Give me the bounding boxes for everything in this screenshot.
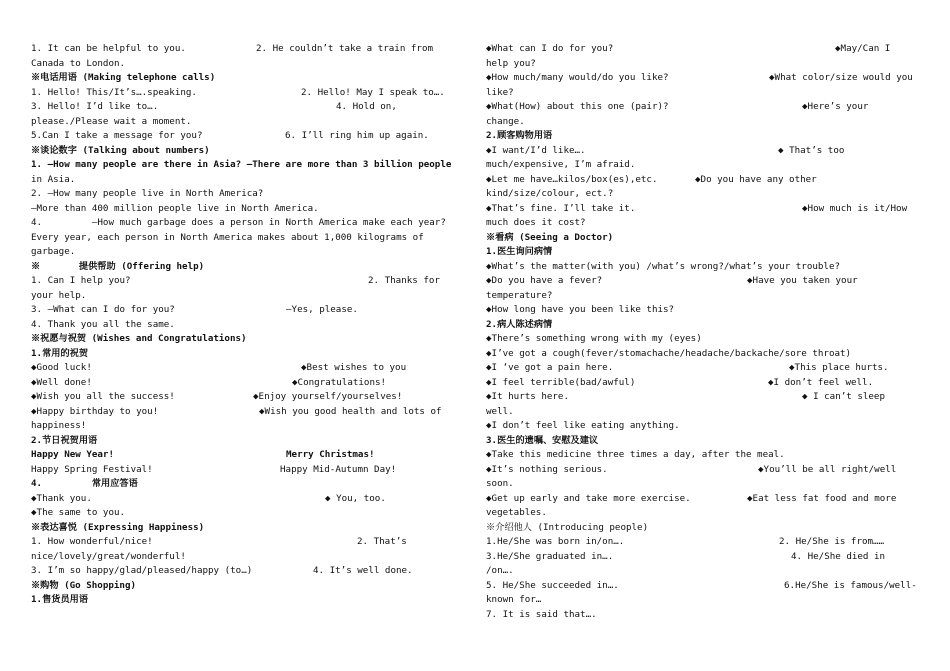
text-line	[486, 405, 918, 420]
text-line	[486, 57, 918, 72]
line-text-right: 2. That’s	[357, 536, 407, 547]
line-text: ◆Take this medicine three times a day, after the meal.	[486, 449, 785, 460]
line-text: help you?	[486, 57, 536, 69]
text-line	[486, 303, 918, 318]
line-text-right: 4. He/She died in	[791, 550, 886, 562]
text-line	[486, 463, 918, 478]
text-line	[486, 42, 918, 57]
line-text-right: ◆May/Can I	[835, 43, 891, 54]
text-line	[486, 492, 918, 507]
line-text: /on….	[486, 565, 514, 576]
line-text: ◆What(How) about this one (pair)?	[486, 101, 669, 112]
line-text: much does it cost?	[486, 217, 586, 228]
text-line	[31, 318, 463, 333]
line-text: ◆Get up early and take more exercise.	[486, 492, 691, 504]
text-line	[486, 71, 918, 86]
text-line	[486, 593, 918, 608]
line-text-right: ◆What color/size would you	[769, 72, 913, 83]
line-text-right: Happy Mid-Autumn Day!	[280, 463, 397, 475]
text-line	[31, 579, 463, 594]
line-text: 1. Can I help you?	[31, 275, 131, 286]
line-text: garbage.	[31, 246, 76, 257]
right-column	[486, 42, 918, 622]
line-text: Happy Spring Festival!	[31, 463, 153, 475]
text-line	[486, 144, 918, 159]
text-line	[486, 579, 918, 594]
text-line	[31, 564, 463, 579]
line-text: ◆Well done!	[31, 376, 92, 388]
line-text: ※购物 (Go Shopping)	[31, 579, 137, 591]
text-line	[31, 550, 463, 565]
line-text: ◆I feel terrible(bad/awful)	[486, 376, 636, 388]
text-line	[31, 202, 463, 217]
line-text: ◆It’s nothing serious.	[486, 463, 608, 475]
text-line	[31, 173, 463, 188]
line-text: 1. How wonderful/nice!	[31, 536, 153, 547]
line-text: ※介绍他人 (Introducing people)	[486, 521, 649, 533]
line-text: 3.He/She graduated in….	[486, 550, 614, 562]
text-line	[486, 173, 918, 188]
line-text: much/expensive, I’m afraid.	[486, 159, 636, 170]
line-text: 3. —What can I do for you?	[31, 304, 175, 315]
text-line	[486, 216, 918, 231]
text-line	[31, 361, 463, 376]
text-line	[486, 448, 918, 463]
line-text: 4. Thank you all the same.	[31, 318, 175, 330]
text-line	[486, 550, 918, 565]
line-text: kind/size/colour, ect.?	[486, 188, 614, 199]
text-line	[486, 318, 918, 333]
text-line	[486, 434, 918, 449]
text-line	[486, 564, 918, 579]
line-text: ◆What’s the matter(with you) /what’s wrong?/what’s your trouble?	[486, 260, 841, 272]
text-line	[31, 593, 463, 608]
text-line	[486, 535, 918, 550]
text-line	[486, 100, 918, 115]
text-line	[486, 361, 918, 376]
line-text: 5. He/She succeeded in….	[486, 579, 619, 591]
line-text: ◆Wish you all the success!	[31, 391, 175, 402]
text-line	[31, 187, 463, 202]
text-line	[31, 477, 463, 492]
line-text: ◆Good luck!	[31, 362, 92, 373]
line-text: nice/lovely/great/wonderful!	[31, 550, 186, 562]
text-line	[486, 608, 918, 623]
line-text-right: ◆Best wishes to you	[301, 362, 407, 373]
line-text: vegetables.	[486, 507, 547, 518]
text-line	[31, 144, 463, 159]
line-text: 2.节日祝贺用语	[31, 434, 98, 446]
line-text: 2.顾客购物用语	[486, 130, 553, 141]
line-text: ※看病 (Seeing a Doctor)	[486, 231, 614, 243]
line-text: ◆Let me have…kilos/box(es),etc.	[486, 173, 658, 185]
line-text: ◆I don’t feel like eating anything.	[486, 420, 680, 431]
line-text-right: 6.He/She is famous/well-	[784, 579, 917, 591]
line-text-right: ◆How much is it/How	[802, 202, 908, 214]
text-line	[31, 506, 463, 521]
text-line	[31, 129, 463, 144]
text-line	[31, 347, 463, 362]
line-text: ※ 提供帮助 (Offering help)	[31, 260, 205, 272]
line-text: 5.Can I take a message for you?	[31, 130, 203, 141]
text-line	[31, 274, 463, 289]
text-line	[486, 245, 918, 260]
text-line	[31, 303, 463, 318]
line-text-right: ◆This place hurts.	[789, 362, 889, 373]
line-text: ※祝愿与祝贺 (Wishes and Congratulations)	[31, 333, 247, 344]
line-text: temperature?	[486, 289, 553, 301]
line-text: 1.售货员用语	[31, 594, 88, 605]
text-line	[31, 289, 463, 304]
text-line	[486, 390, 918, 405]
line-text: in Asia.	[31, 173, 76, 185]
left-column	[31, 42, 463, 608]
line-text: 2. —How many people live in North America?	[31, 188, 264, 199]
line-text: ◆That’s fine. I’ll take it.	[486, 202, 636, 214]
text-line	[486, 289, 918, 304]
line-text: 1.He/She was born in/on….	[486, 536, 625, 547]
line-text: like?	[486, 86, 514, 98]
line-text: ◆What can I do for you?	[486, 43, 614, 54]
line-text: ◆It hurts here.	[486, 391, 569, 402]
line-text-right: ◆Congratulations!	[292, 376, 387, 388]
line-text: please./Please wait a moment.	[31, 115, 192, 127]
text-line	[486, 521, 918, 536]
text-line	[31, 535, 463, 550]
line-text-right: ◆Enjoy yourself/yourselves!	[253, 391, 403, 402]
line-text-right: ◆You’ll be all right/well	[758, 463, 897, 475]
text-line	[486, 187, 918, 202]
line-text: 4. 常用应答语	[31, 478, 138, 489]
line-text-right: 6. I’ll ring him up again.	[285, 130, 429, 141]
line-text-right: ◆Here’s your	[802, 101, 869, 112]
text-line	[31, 231, 463, 246]
text-line	[486, 260, 918, 275]
line-text: ◆Do you have a fever?	[486, 275, 603, 286]
line-text: your help.	[31, 289, 87, 301]
line-text: ◆I’ve got a cough(fever/stomachache/headache/backache/sore throat)	[486, 347, 852, 359]
line-text-right: —Yes, please.	[286, 304, 358, 315]
text-line	[486, 376, 918, 391]
line-text-right: Merry Christmas!	[286, 449, 375, 460]
line-text: 3. Hello! I’d like to….	[31, 101, 159, 112]
text-line	[31, 463, 463, 478]
line-text: ◆Thank you.	[31, 492, 92, 504]
text-line	[31, 434, 463, 449]
line-text: 3.医生的遗嘱、安慰及建议	[486, 434, 599, 446]
line-text: Every year, each person in North America makes about 1,000 kilograms of	[31, 231, 424, 243]
line-text: —More than 400 million people live in North America.	[31, 202, 319, 214]
text-line	[31, 216, 463, 231]
text-line	[486, 477, 918, 492]
line-text-right: ◆I don’t feel well.	[768, 376, 874, 388]
line-text: happiness!	[31, 420, 87, 431]
line-text-right: 2. Hello! May I speak to….	[301, 86, 445, 98]
line-text: 1.常用的祝贺	[31, 347, 88, 359]
line-text: known for…	[486, 594, 542, 605]
line-text-right: ◆ That’s too	[778, 144, 845, 156]
text-line	[486, 202, 918, 217]
text-line	[486, 86, 918, 101]
text-line	[486, 347, 918, 362]
text-line	[31, 42, 463, 57]
text-line	[31, 448, 463, 463]
text-line	[31, 260, 463, 275]
line-text: 7. It is said that….	[486, 608, 597, 620]
line-text: 1. It can be helpful to you.	[31, 43, 186, 54]
line-text-right: 2. He couldn’t take a train from	[256, 43, 434, 54]
line-text: ◆I ‘ve got a pain here.	[486, 362, 614, 373]
line-text: ◆How much/many would/do you like?	[486, 72, 669, 83]
line-text: ※电话用语 (Making telephone calls)	[31, 72, 216, 83]
text-line	[486, 231, 918, 246]
line-text: ◆The same to you.	[31, 507, 126, 518]
text-line	[31, 158, 463, 173]
line-text-right: ◆Do you have any other	[695, 173, 817, 185]
line-text: ※表达喜悦 (Expressing Happiness)	[31, 521, 205, 533]
line-text-right: ◆Have you taken your	[747, 275, 858, 286]
line-text: ◆How long have you been like this?	[486, 304, 675, 315]
line-text: 1. —How many people are there in Asia? —There are more than 3 billion people	[31, 159, 452, 170]
line-text-right: 2. Thanks for	[368, 275, 440, 286]
text-line	[31, 86, 463, 101]
text-line	[31, 405, 463, 420]
text-line	[486, 115, 918, 130]
text-line	[486, 158, 918, 173]
text-line	[486, 129, 918, 144]
text-line	[31, 390, 463, 405]
line-text: soon.	[486, 478, 514, 489]
line-text: 3. I’m so happy/glad/pleased/happy (to…)	[31, 565, 253, 576]
line-text-right: ◆ You, too.	[325, 492, 386, 504]
text-line	[31, 521, 463, 536]
text-line	[486, 506, 918, 521]
line-text: ◆I want/I’d like….	[486, 144, 586, 156]
line-text: 1.医生询问病情	[486, 246, 553, 257]
line-text-right: ◆Eat less fat food and more	[747, 492, 897, 504]
line-text-right: ◆ I can’t sleep	[802, 391, 885, 402]
line-text: Happy New Year!	[31, 449, 114, 460]
line-text-right: 2. He/She is from……	[779, 536, 885, 547]
line-text: change.	[486, 115, 525, 127]
line-text: 2.病人陈述病情	[486, 318, 553, 330]
line-text-right: ◆Wish you good health and lots of	[259, 405, 442, 417]
line-text: Canada to London.	[31, 57, 126, 69]
text-line	[31, 71, 463, 86]
line-text: ◆There’s something wrong with my (eyes)	[486, 333, 702, 344]
line-text-right: 4. Hold on,	[336, 101, 397, 112]
text-line	[31, 245, 463, 260]
line-text-right: 4. It’s well done.	[313, 565, 413, 576]
text-line	[31, 492, 463, 507]
text-line	[31, 57, 463, 72]
text-line	[31, 332, 463, 347]
line-text: ※谈论数字 (Talking about numbers)	[31, 144, 210, 156]
line-text: 1. Hello! This/It’s….speaking.	[31, 86, 197, 98]
text-line	[31, 115, 463, 130]
line-text: 4. —How much garbage does a person in North America make each year?	[31, 217, 446, 228]
text-line	[486, 274, 918, 289]
line-text: well.	[486, 405, 514, 417]
text-line	[486, 419, 918, 434]
text-line	[31, 419, 463, 434]
text-line	[31, 100, 463, 115]
line-text: ◆Happy birthday to you!	[31, 405, 159, 417]
text-line	[31, 376, 463, 391]
text-line	[486, 332, 918, 347]
